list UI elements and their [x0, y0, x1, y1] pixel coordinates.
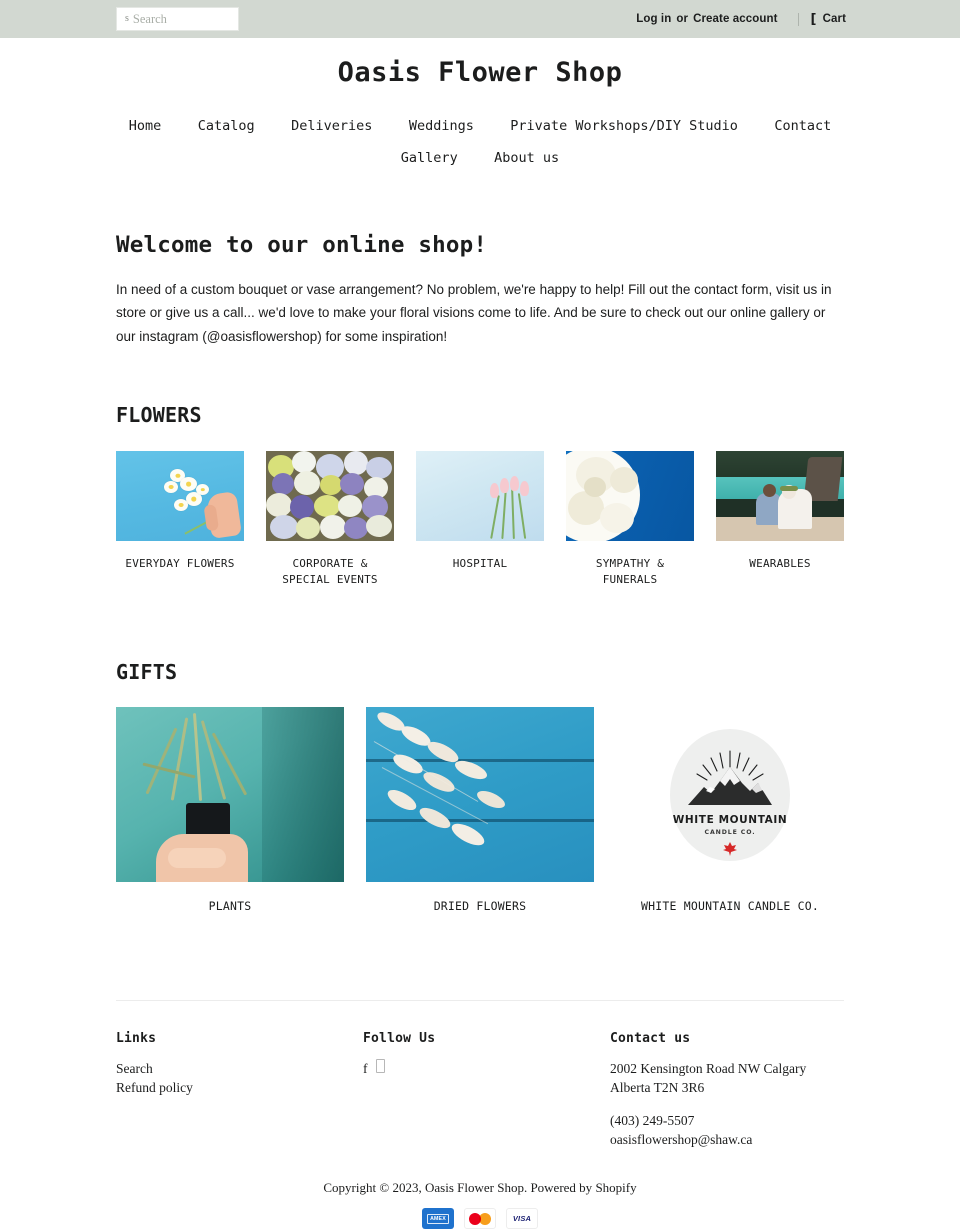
site-logo-link[interactable] — [0, 57, 960, 89]
flowers-section-title: FLOWERS — [116, 403, 202, 428]
nav-item-weddings[interactable]: Weddings — [408, 118, 474, 135]
footer-contact-column — [610, 1031, 844, 1149]
or-separator-label: or — [676, 13, 689, 25]
category-label-everyday-flowers: EVERYDAY FLOWERS — [125, 557, 235, 571]
maple-leaf-icon — [723, 842, 737, 856]
payment-icon-amex — [422, 1208, 454, 1229]
contact-address-line1: 2002 Kensington Road NW Calgary — [610, 1061, 807, 1077]
nav-item-home[interactable]: Home — [128, 118, 162, 135]
logo-brand-line2: CANDLE CO. — [704, 829, 756, 837]
category-label-white-mountain-candle-co: WHITE MOUNTAIN CANDLE CO. — [640, 899, 820, 914]
footer-links-title: Links — [116, 1031, 157, 1047]
search-icon[interactable]: s — [125, 13, 129, 24]
cart-label: Cart — [822, 13, 846, 25]
category-card-wearables[interactable] — [716, 451, 844, 588]
category-image-everyday-flowers — [116, 451, 244, 541]
category-label-corporate-special-events: CORPORATE & SPECIAL EVENTS — [282, 557, 378, 587]
payment-methods — [0, 1208, 960, 1229]
flowers-category-grid — [116, 451, 844, 588]
category-card-dried-flowers[interactable] — [366, 707, 594, 914]
category-label-sympathy-funerals: SYMPATHY & FUNERALS — [595, 557, 665, 587]
copyright-text — [0, 1180, 960, 1196]
flowers-section — [116, 403, 844, 588]
category-card-everyday-flowers[interactable] — [116, 451, 244, 588]
payment-icon-visa — [506, 1208, 538, 1229]
logo-brand-line1: WHITE MOUNTAIN — [672, 814, 788, 827]
category-image-sympathy-funerals — [566, 451, 694, 541]
facebook-icon[interactable]: f — [363, 1061, 368, 1077]
category-image-plants — [116, 707, 344, 882]
category-label-plants: PLANTS — [208, 899, 252, 914]
utility-bar — [0, 0, 960, 38]
contact-email: oasisflowershop@shaw.ca — [610, 1132, 753, 1148]
site-footer — [116, 1001, 844, 1149]
category-card-sympathy-funerals[interactable] — [566, 451, 694, 588]
welcome-heading: Welcome to our online shop! — [116, 232, 488, 259]
nav-item-about-us[interactable]: About us — [494, 150, 560, 167]
category-label-hospital: HOSPITAL — [452, 557, 508, 571]
create-account-link[interactable]: Create account — [693, 13, 778, 25]
copyright-prefix: Copyright © 2023, Oasis Flower Shop. Powered by — [323, 1180, 596, 1196]
category-image-hospital — [416, 451, 544, 541]
category-card-white-mountain-candle-co[interactable] — [616, 707, 844, 914]
page-title: Oasis Flower Shop — [337, 57, 623, 88]
footer-follow-title: Follow Us — [363, 1031, 436, 1047]
category-card-hospital[interactable] — [416, 451, 544, 588]
account-links — [636, 12, 846, 27]
payment-icon-mastercard — [464, 1208, 496, 1229]
vertical-divider — [798, 13, 799, 26]
category-card-corporate-special-events[interactable] — [266, 451, 394, 588]
shopping-cart-icon: [ — [810, 11, 817, 27]
instagram-icon[interactable] — [376, 1059, 385, 1078]
gifts-section-title: GIFTS — [116, 660, 178, 685]
footer-links-column — [116, 1031, 363, 1149]
visa-label: VISA — [512, 1214, 532, 1224]
category-image-dried-flowers — [366, 707, 594, 882]
gifts-category-grid — [116, 707, 844, 914]
contact-phone: (403) 249-5507 — [610, 1113, 695, 1129]
footer-link-search[interactable]: Search — [116, 1061, 153, 1077]
main-navigation — [0, 110, 960, 174]
footer-link-refund-policy[interactable]: Refund policy — [116, 1080, 193, 1096]
cart-link[interactable] — [811, 12, 846, 27]
white-mountain-candle-logo — [670, 729, 790, 861]
nav-item-deliveries[interactable]: Deliveries — [291, 118, 373, 135]
nav-item-gallery[interactable]: Gallery — [400, 150, 458, 167]
log-in-link[interactable]: Log in — [636, 13, 672, 25]
contact-address-line2: Alberta T2N 3R6 — [610, 1080, 705, 1096]
footer-follow-column — [363, 1031, 610, 1149]
amex-label: AMEX — [427, 1214, 449, 1224]
gifts-section — [116, 660, 844, 914]
search-input[interactable] — [133, 12, 217, 27]
nav-item-catalog[interactable]: Catalog — [197, 118, 255, 135]
main-content — [116, 231, 844, 914]
category-label-dried-flowers: DRIED FLOWERS — [433, 899, 527, 914]
category-image-corporate-special-events — [266, 451, 394, 541]
search-form[interactable] — [116, 7, 239, 31]
nav-item-private-workshops[interactable]: Private Workshops/DIY Studio — [510, 118, 738, 135]
category-label-wearables: WEARABLES — [749, 557, 811, 571]
social-links — [363, 1059, 610, 1078]
footer-contact-title: Contact us — [610, 1031, 691, 1047]
shopify-link[interactable]: Shopify — [595, 1180, 637, 1196]
category-image-white-mountain-candle-co — [616, 707, 844, 882]
nav-item-contact[interactable]: Contact — [774, 118, 832, 135]
category-card-plants[interactable] — [116, 707, 344, 914]
welcome-body-text: In need of a custom bouquet or vase arrangement? No problem, we're happy to help! Fill out the contact form, visit us in store or give us a call... we'd love to make your floral visions come to life. And be sure to check out our online gallery or our instagram (@oasisflowershop) for some inspiration! — [116, 281, 832, 344]
site-header — [0, 38, 960, 89]
category-image-wearables — [716, 451, 844, 541]
